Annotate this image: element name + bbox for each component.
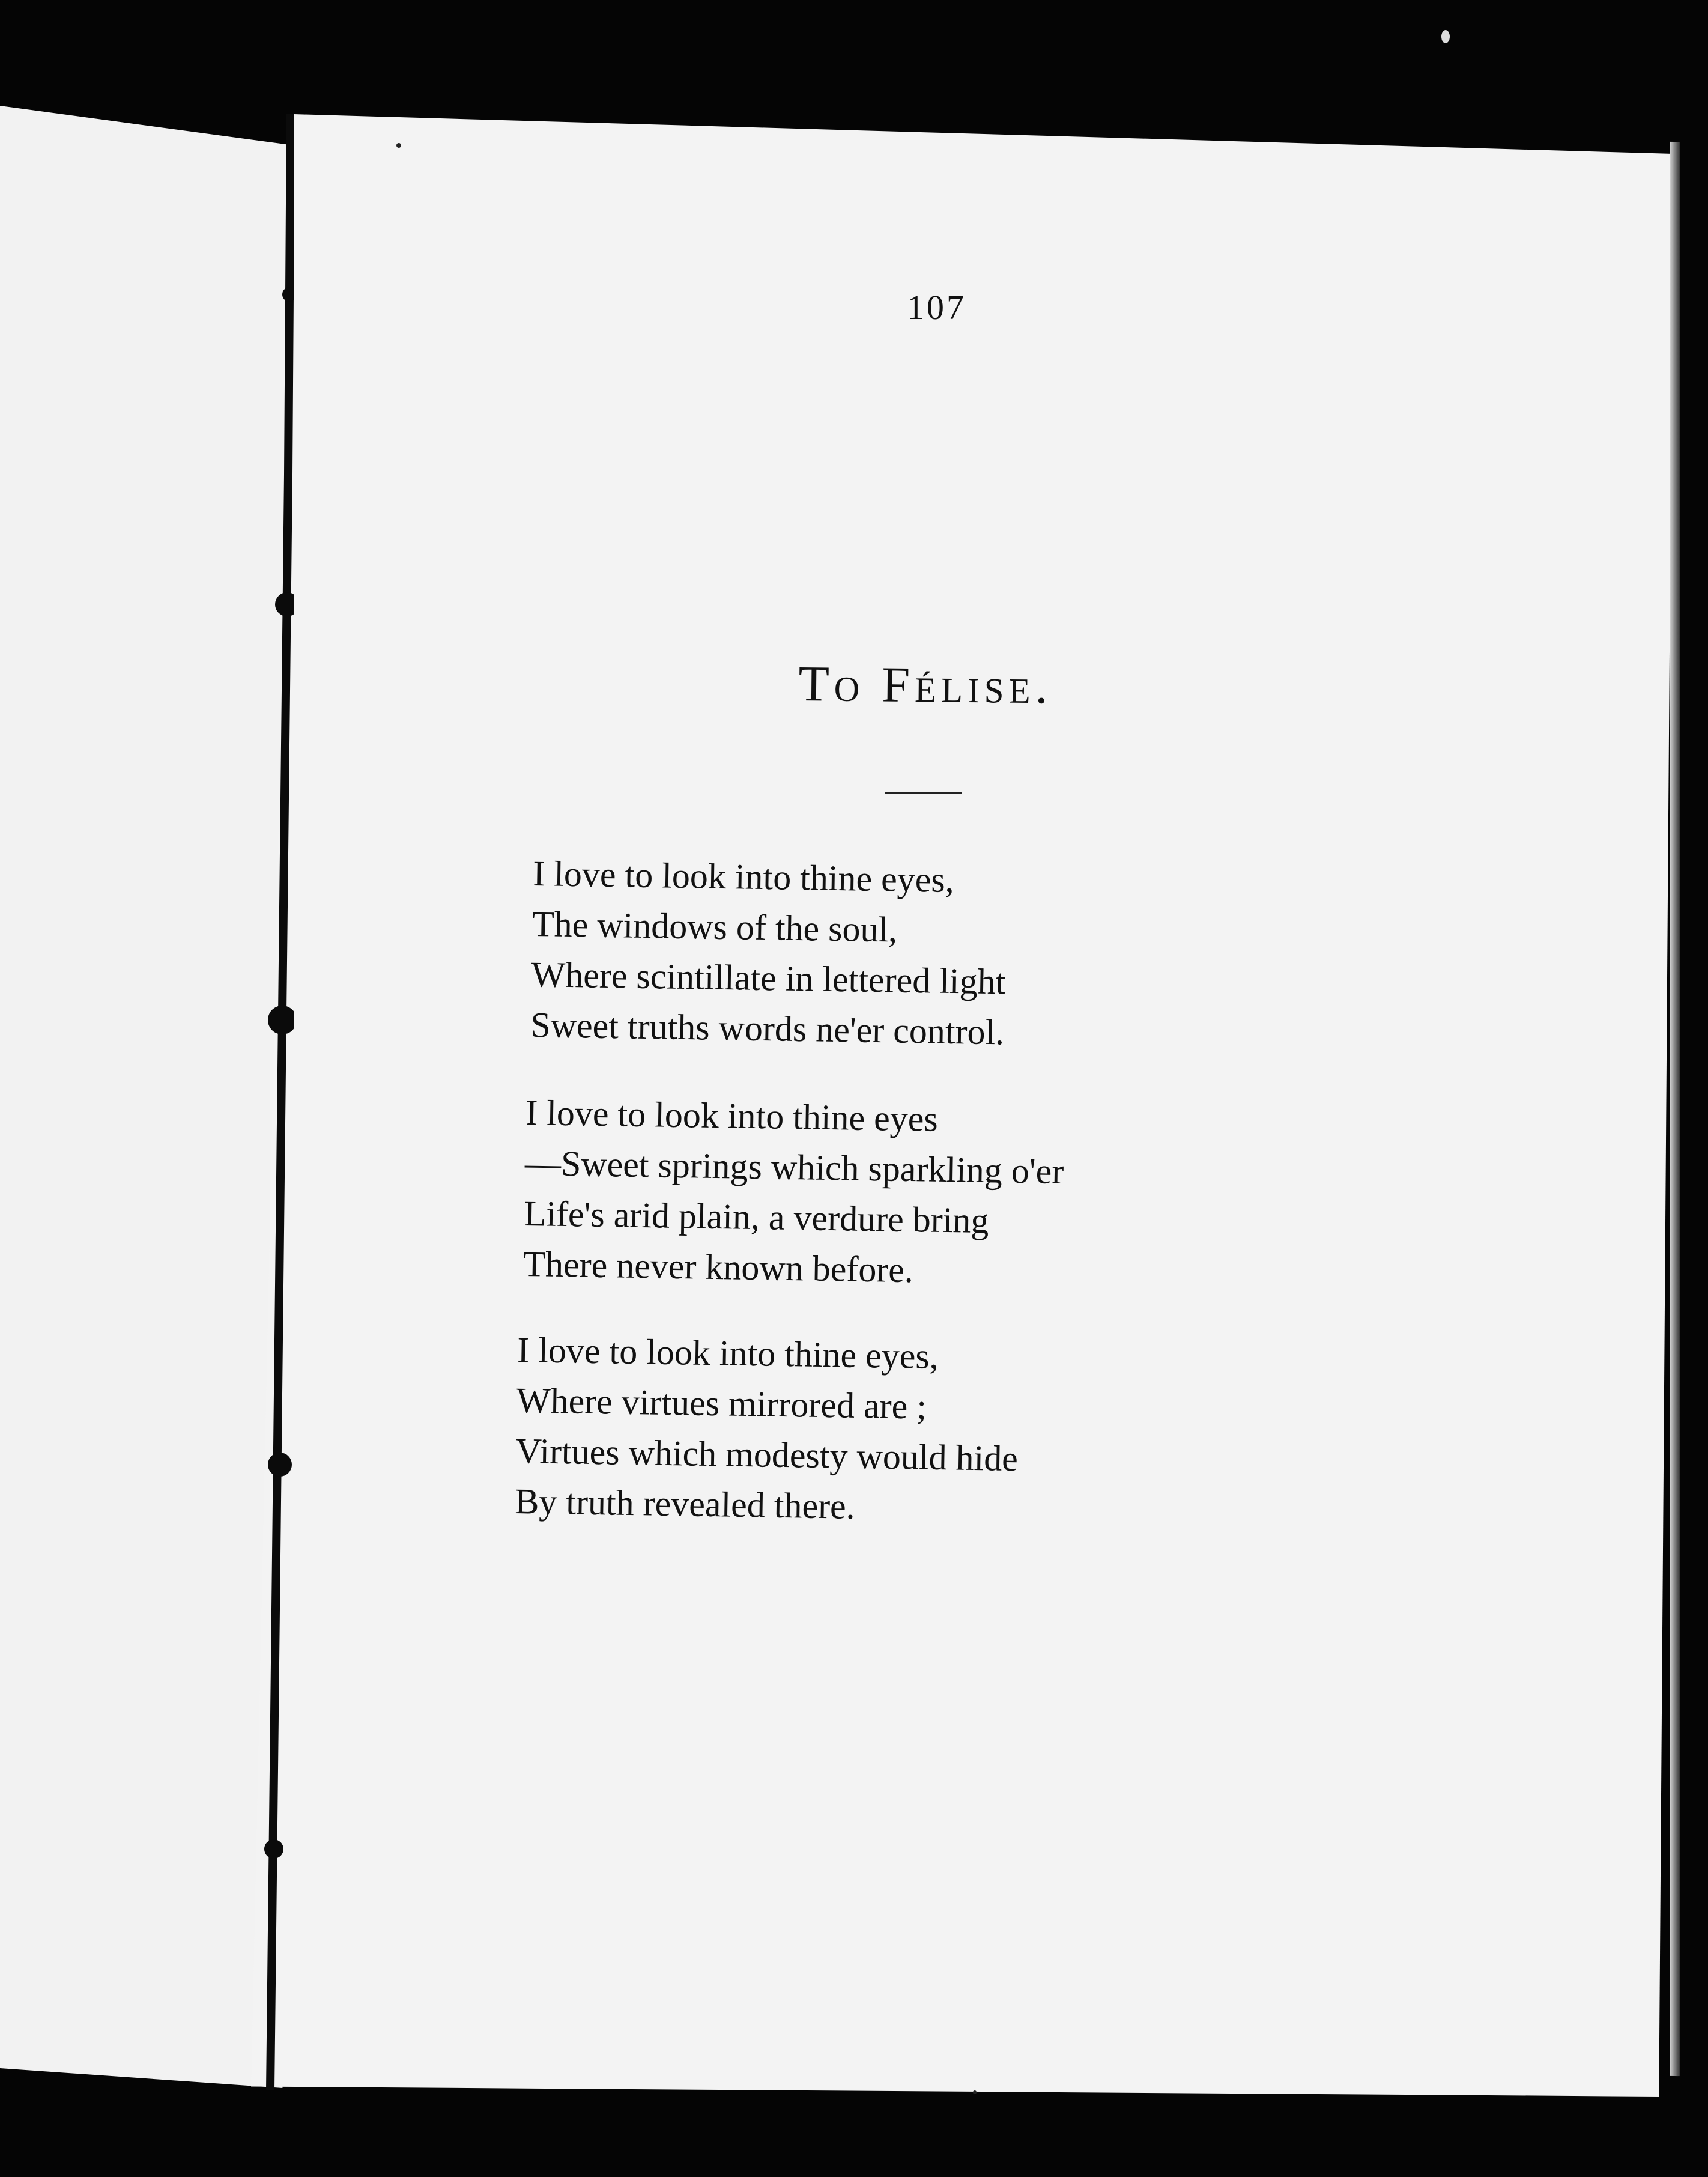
poem-line: I love to look into thine eyes, xyxy=(516,1329,939,1377)
page-right-edge xyxy=(1670,142,1680,2076)
poem-line: Where virtues mirrored are ; xyxy=(516,1380,927,1427)
stanza xyxy=(515,1325,1020,1534)
poem-line: I love to look into thine eyes, xyxy=(532,853,955,900)
poem-line: By truth revealed there. xyxy=(514,1481,856,1526)
poem-line: Virtues which modesty would hide xyxy=(515,1430,1019,1479)
poem-line: Sweet truths words ne'er control. xyxy=(530,1004,1005,1052)
poem-line: Where scintillate in lettered light xyxy=(531,954,1006,1002)
poem-line: —Sweet springs which sparkling o'er xyxy=(524,1143,1064,1192)
poem-line: I love to look into thine eyes xyxy=(525,1092,939,1139)
scan-speck xyxy=(973,2090,977,2094)
binding-gutter xyxy=(243,114,294,2090)
poem-line: The windows of the soul, xyxy=(531,903,898,950)
stanza xyxy=(530,848,1008,1057)
poem-title: To Félise. xyxy=(798,655,1053,715)
stanza xyxy=(523,1087,1065,1298)
poem-line: There never known before. xyxy=(522,1243,914,1290)
page-number: 107 xyxy=(907,288,966,327)
title-rule xyxy=(885,792,962,794)
poem-line: Life's arid plain, a verdure bring xyxy=(524,1193,989,1241)
scan-speck xyxy=(396,143,401,148)
scan-speck xyxy=(1441,30,1450,43)
